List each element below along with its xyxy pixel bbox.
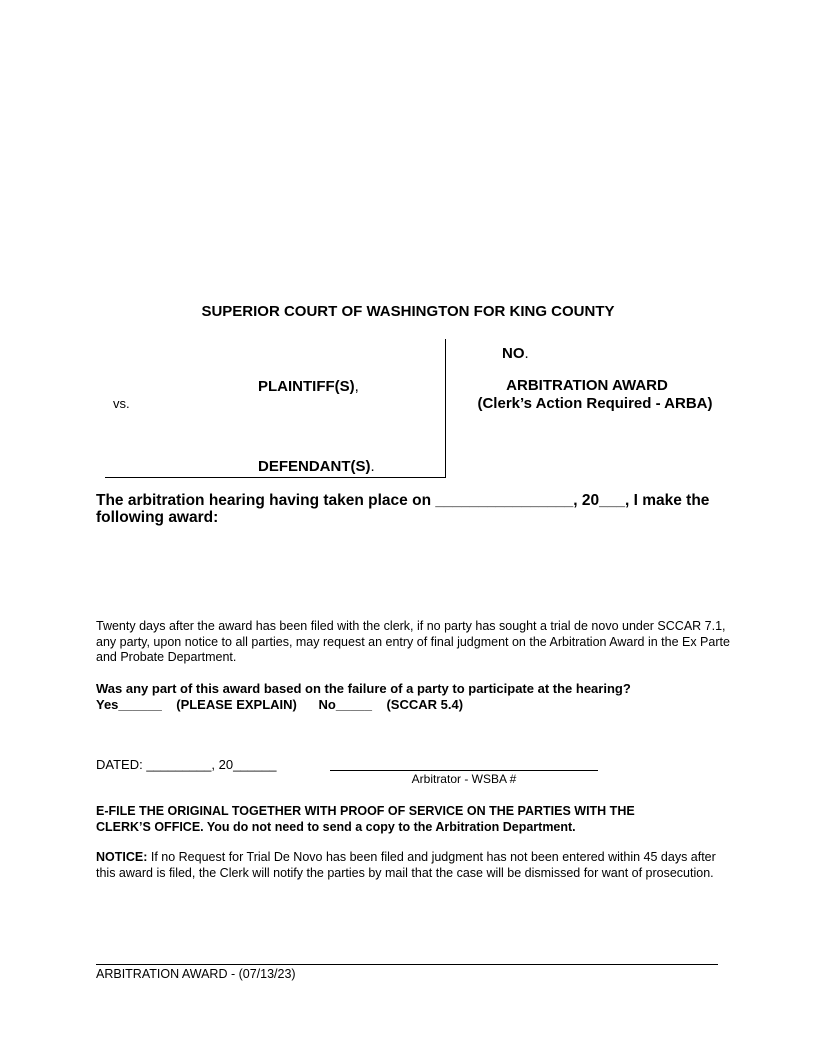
defendant-label (258, 458, 375, 475)
defendant-text: DEFENDANT(S) (258, 458, 371, 475)
defendant-punct: . (370, 458, 375, 475)
versus-label: vs. (113, 396, 130, 411)
notice-label: NOTICE: (96, 850, 148, 864)
arbitrator-label: Arbitrator - WSBA # (411, 772, 517, 786)
case-number-label (502, 345, 529, 362)
case-number-text: NO (502, 345, 525, 362)
plaintiff-punct: , (354, 378, 359, 395)
caption-bottom-rule (105, 477, 446, 478)
court-title: SUPERIOR COURT OF WASHINGTON FOR KING COUNTY (201, 303, 615, 320)
dated-line: DATED: _________, 20______ (96, 757, 277, 772)
footer-form-id: ARBITRATION AWARD - (07/13/23) (96, 967, 296, 981)
arbitrator-signature-line (330, 770, 598, 771)
hearing-statement: The arbitration hearing having taken place on ________________, 20___, I make the following award: (96, 492, 710, 526)
footer-rule (96, 964, 718, 965)
award-title: ARBITRATION AWARD (506, 377, 668, 394)
notice-text: If no Request for Trial De Novo has been filed and judgment has not been entered within 45 days after this award is filed, the Clerk will notify the parties by mail that the case will be dismissed for want of prosecution. (96, 850, 716, 880)
plaintiff-text: PLAINTIFF(S) (258, 378, 355, 395)
award-subtitle: (Clerk’s Action Required - ARBA) (477, 395, 713, 412)
case-number-punct: . (524, 345, 529, 362)
question-text: Was any part of this award based on the failure of a party to participate at the hearing? (96, 681, 631, 696)
final-judgment-paragraph: Twenty days after the award has been filed with the clerk, if no party has sought a trial de novo under SCCAR 7.1, any party, upon notice to all parties, may request an entry of final judgment on the Arbitration Award in the Ex Parte and Probate Department. (96, 619, 730, 664)
participation-question (96, 681, 736, 712)
question-answer-line: Yes______ (PLEASE EXPLAIN) No_____ (SCCAR 5.4) (96, 696, 464, 712)
efile-line-1: E-FILE THE ORIGINAL TOGETHER WITH PROOF OF SERVICE ON THE PARTIES WITH THE (96, 804, 635, 818)
efile-line-2: CLERK’S OFFICE. You do not need to send a copy to the Arbitration Department. (96, 820, 576, 834)
notice-paragraph (96, 849, 736, 881)
plaintiff-label (258, 378, 359, 395)
efile-instructions (96, 803, 736, 835)
